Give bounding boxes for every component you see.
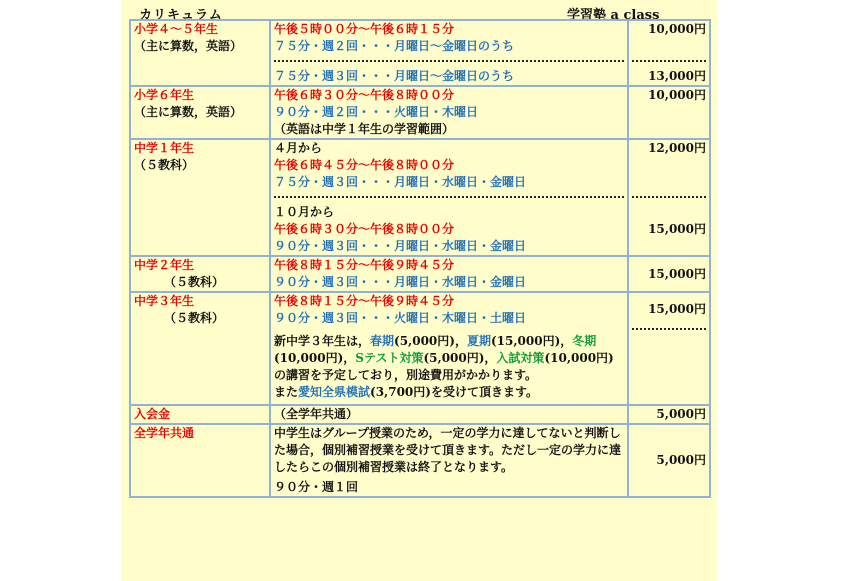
grade-label: 小学４～５年生	[134, 22, 219, 36]
dotted-divider	[632, 328, 706, 330]
price-value: 15,000円	[648, 266, 706, 281]
plan-text: ９０分・週２回・・・火曜日・木曜日	[274, 105, 479, 119]
exam-course: 入試対策	[496, 351, 545, 365]
price-value: 12,000円	[648, 141, 706, 155]
table-row	[130, 20, 710, 86]
note-text: （英語は中学１年生の学習範囲）	[274, 122, 455, 136]
plan-text: ７５分・週３回・・・月曜日～金曜日のうち	[274, 69, 515, 83]
price-value: 10,000円	[648, 22, 706, 36]
schedule-cell	[270, 86, 628, 139]
subjects-label: （５教科）	[164, 311, 225, 325]
time-range: 午後８時１５分～午後９時４５分	[274, 258, 455, 272]
schedule-cell	[270, 256, 628, 292]
note-text: (3,700円)を受けて頂きます。	[370, 385, 539, 399]
mock-exam: 愛知全県模試	[298, 385, 371, 399]
price-value: 15,000円	[648, 222, 706, 236]
price-cell	[628, 424, 710, 497]
grade-cell	[130, 256, 270, 292]
price-value: 15,000円	[648, 302, 706, 316]
plan-text: ９０分・週３回・・・月曜日・水曜日・金曜日	[274, 275, 527, 289]
price-cell	[628, 86, 710, 139]
time-range: 午後８時１５分～午後９時４５分	[274, 294, 455, 308]
table-row	[130, 256, 710, 292]
seasonal-course-note	[274, 327, 624, 404]
time-range: 午後５時００分～午後６時１５分	[274, 22, 455, 36]
price-cell	[628, 292, 710, 405]
note-text: (15,000円)，	[490, 334, 573, 348]
subjects-label: （５教科）	[134, 158, 195, 172]
grade-label: 中学１年生	[134, 141, 195, 155]
label-cell	[130, 424, 270, 497]
price-value: 13,000円	[648, 69, 706, 83]
period-label: ４月から	[274, 141, 323, 155]
grade-label: 小学６年生	[134, 88, 195, 102]
price-cell	[628, 256, 710, 292]
schedule-cell	[270, 292, 628, 405]
time-range: 午後６時３０分～午後８時００分	[274, 88, 455, 102]
note-text: (5,000円)，	[423, 351, 497, 365]
table-row	[130, 86, 710, 139]
price-cell	[628, 139, 710, 256]
note-text: (10,000円)の講習を予定しており，別途費用がかかります。	[274, 351, 614, 382]
time-range: 午後６時３０分～午後８時００分	[274, 222, 455, 236]
table-row	[130, 292, 710, 405]
period-label: １０月から	[274, 205, 335, 219]
grade-label: 中学３年生	[134, 294, 195, 308]
dotted-divider	[274, 60, 624, 62]
subjects-label: （５教科）	[164, 275, 225, 289]
fee-desc: 中学生はグループ授業のため，一定の学力に達してないと判断した場合，個別補習授業を受けて頂きます。ただし一定の学力に達したらこの個別補習授業は終了となります。	[274, 426, 622, 474]
fee-label: 全学年共通	[134, 426, 195, 440]
price-value: 10,000円	[648, 88, 706, 102]
fee-label: 入会金	[134, 407, 171, 421]
price-cell	[628, 20, 710, 86]
spring-course: 春期	[370, 334, 395, 348]
grade-cell	[130, 86, 270, 139]
curriculum-panel	[121, 0, 717, 581]
plan-text: ７５分・週２回・・・月曜日～金曜日のうち	[274, 39, 515, 53]
curriculum-table	[129, 19, 711, 498]
schedule-cell	[270, 139, 628, 256]
grade-cell	[130, 20, 270, 86]
time-range: 午後６時４５分～午後８時００分	[274, 158, 455, 172]
note-text: 新中学３年生は，	[274, 334, 371, 348]
table-row	[130, 424, 710, 497]
dotted-divider	[274, 196, 624, 198]
grade-cell	[130, 139, 270, 256]
subjects-label: （主に算数，英語）	[134, 105, 243, 119]
grade-cell	[130, 292, 270, 405]
price-value: 5,000円	[656, 407, 706, 421]
desc-cell	[270, 405, 628, 424]
label-cell	[130, 405, 270, 424]
table-row	[130, 139, 710, 256]
schedule-cell	[270, 20, 628, 86]
plan-text: ９０分・週３回・・・月曜日・水曜日・金曜日	[274, 239, 527, 253]
school-name: 学習塾 a class	[567, 8, 660, 23]
price-value: 5,000円	[656, 453, 706, 467]
note-text: (10,000円)，	[274, 351, 356, 365]
note-text: (5,000円)，	[394, 334, 467, 348]
subjects-label: （主に算数，英語）	[134, 39, 243, 53]
plan-text: ９０分・週３回・・・火曜日・木曜日・土曜日	[274, 311, 527, 325]
desc-cell	[270, 424, 628, 497]
fee-desc: （全学年共通）	[274, 407, 359, 421]
price-cell	[628, 405, 710, 424]
page-title: カリキュラム	[139, 8, 223, 23]
plan-text: ７５分・週３回・・・月曜日・水曜日・金曜日	[274, 175, 527, 189]
dotted-divider	[632, 60, 706, 62]
dotted-divider	[632, 196, 706, 198]
grade-label: 中学２年生	[134, 258, 195, 272]
summer-course: 夏期	[466, 334, 491, 348]
table-row	[130, 405, 710, 424]
note-text: また	[274, 385, 299, 399]
s-test-course: Sテスト対策	[355, 351, 424, 365]
winter-course: 冬期	[572, 334, 597, 348]
plan-text: ９０分・週１回	[274, 480, 359, 494]
